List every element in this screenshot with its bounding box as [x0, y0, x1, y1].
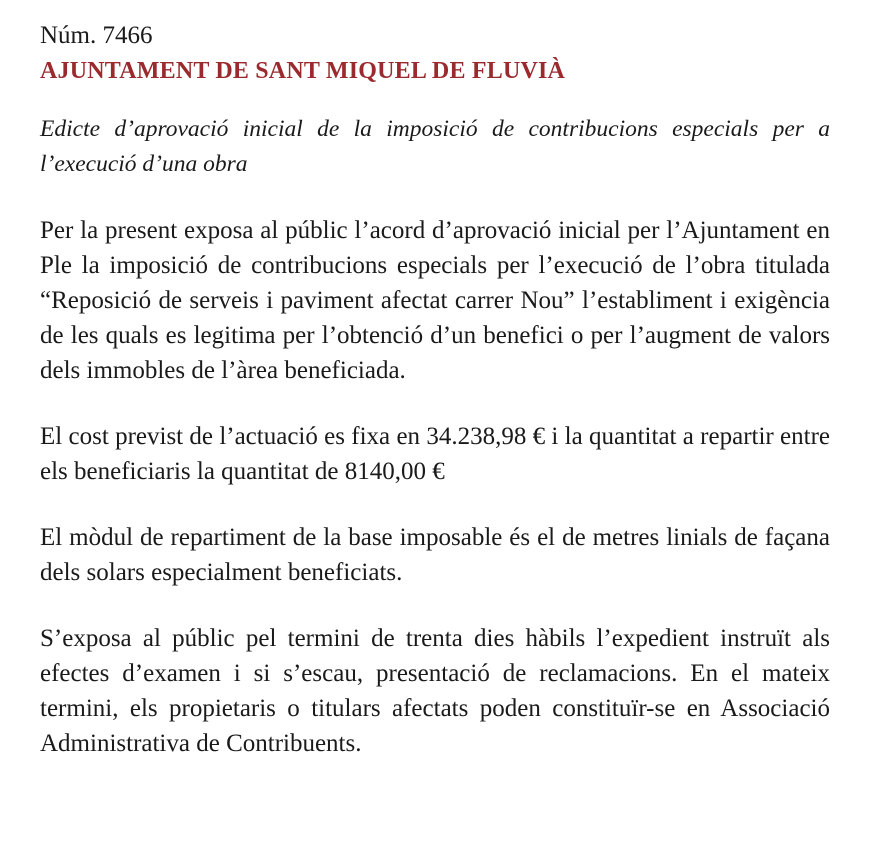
body-paragraph-cost: El cost previst de l’actuació es fixa en 34.238,98 € i la quantitat a repartir entre els beneficiaris la quantitat de 8140,00 € [40, 423, 830, 485]
body-paragraph-exposure: S’exposa al públic pel termini de trenta dies hàbils l’expedient instruït als efectes d’examen i si s’escau, presentació de reclamacions. En el mateix termini, els propietaris o titulars afectats poden constituïr-se en Associació Administrativa de Contribuents. [40, 625, 830, 757]
edict-subtitle: Edicte d’aprovació inicial de la imposició de contribucions especials per a l’execució d’una obra [40, 116, 830, 177]
announcement-number: Núm. 7466 [40, 22, 153, 49]
document-page [40, 20, 830, 761]
organization-title: AJUNTAMENT DE SANT MIQUEL DE FLUVIÀ [40, 58, 566, 84]
body-paragraph-module: El mòdul de repartiment de la base imposable és el de metres linials de façana dels solars especialment beneficiats. [40, 524, 830, 586]
body-paragraph-approval: Per la present exposa al públic l’acord d’aprovació inicial per l’Ajuntament en Ple la imposició de contribucions especials per l’execució de l’obra titulada “Reposició de serveis i paviment afectat carrer Nou” l’establiment i exigència de les quals es legitima per l’obtenció d’un benefici o per l’augment de valors dels immobles de l’àrea beneficiada. [40, 217, 830, 384]
